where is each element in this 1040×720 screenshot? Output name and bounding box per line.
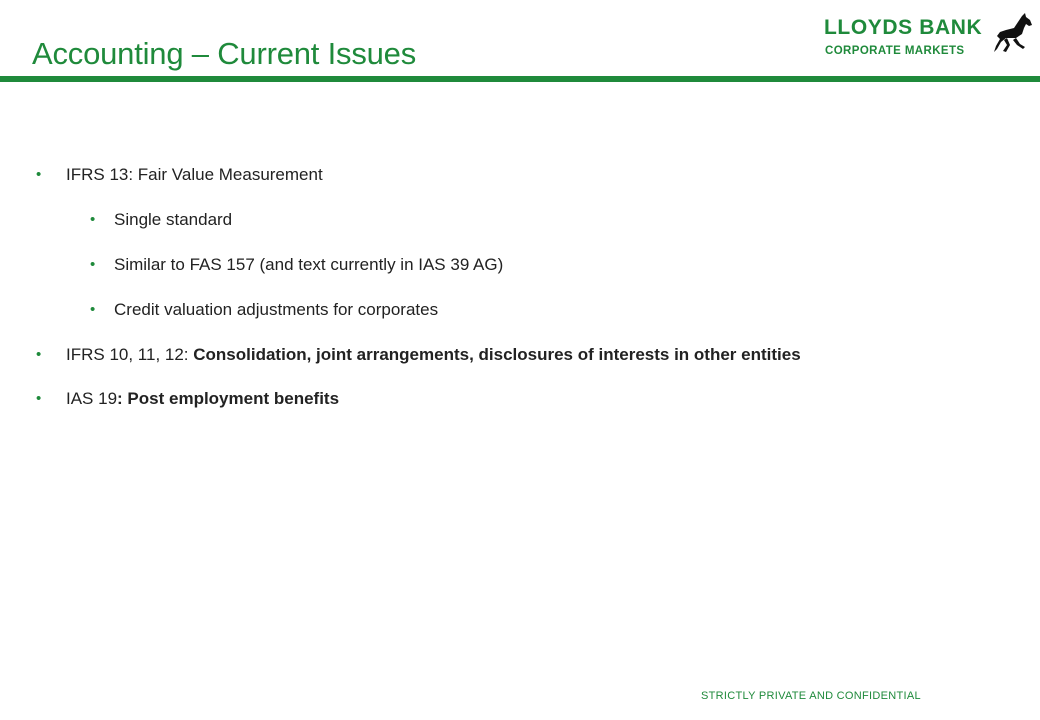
list-item (36, 165, 323, 185)
bullet-bold-text: Consolidation, joint arrangements, disclosures of interests in other entities (193, 345, 801, 364)
brand-name: LLOYDS BANK (824, 16, 983, 39)
bullet-dot-icon: • (36, 166, 42, 183)
bullet-text: Similar to FAS 157 (and text currently in IAS 39 AG) (114, 255, 504, 274)
bullet-dot-icon: • (90, 256, 96, 273)
header-rule (0, 76, 1040, 82)
bullet-prefix: IFRS 10, 11, 12: (66, 345, 194, 364)
bullet-bold-text: : Post employment benefits (117, 389, 340, 408)
bullet-dot-icon: • (36, 390, 42, 407)
black-horse-icon (992, 12, 1034, 58)
bullet-dot-icon: • (90, 211, 96, 228)
list-item (36, 389, 340, 409)
page-title: Accounting – Current Issues (32, 36, 417, 71)
bullet-text: Credit valuation adjustments for corporates (114, 300, 439, 319)
lloyds-bank-logo (824, 12, 1034, 62)
bullet-text: IFRS 13: Fair Value Measurement (66, 165, 323, 184)
list-item (90, 210, 233, 230)
bullet-dot-icon: • (90, 301, 96, 318)
bullet-text: Single standard (114, 210, 233, 229)
bullet-prefix: IAS 19 (66, 389, 118, 408)
list-item (36, 345, 801, 365)
list-item (90, 255, 504, 275)
list-item (90, 300, 439, 320)
bullet-dot-icon: • (36, 346, 42, 363)
brand-subtitle: CORPORATE MARKETS (825, 45, 965, 57)
confidentiality-footer: STRICTLY PRIVATE AND CONFIDENTIAL (701, 690, 921, 702)
